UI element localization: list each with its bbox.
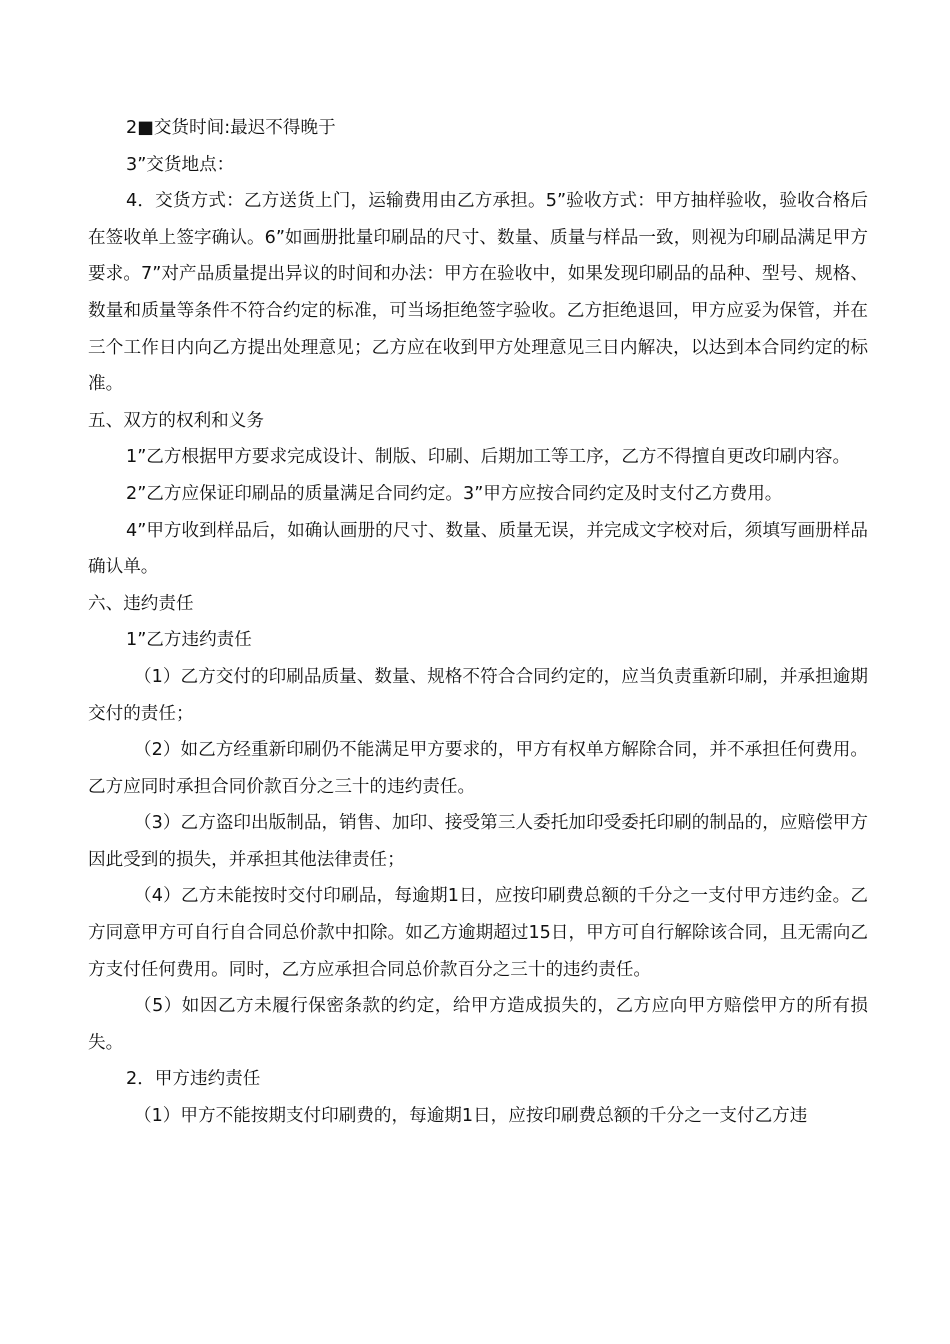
subheading-party-b-liability: 1”乙方违约责任 bbox=[126, 630, 252, 651]
clause-delivery-place: 3”交货地点： bbox=[126, 154, 235, 175]
subheading-party-a-liability: 2．甲方违约责任 bbox=[126, 1069, 261, 1090]
clause-liability-b-3: （3）乙方盗印出版制品，销售、加印、接受第三人委托加印受委托印刷的制品的，应赔偿甲方因此受到的损失，并承担其他法律责任； bbox=[88, 813, 868, 870]
clause-liability-b-5: （5）如因乙方未履行保密条款的约定，给甲方造成损失的，乙方应向甲方赔偿甲方的所有损失。 bbox=[88, 996, 868, 1053]
clause-liability-a-1: （1）甲方不能按期支付印刷费的，每逾期1日，应按印刷费总额的千分之一支付乙方违 bbox=[134, 1106, 808, 1127]
document-body bbox=[88, 110, 868, 1135]
clause-delivery-method: 4．交货方式：乙方送货上门，运输费用由乙方承担。5”验收方式：甲方抽样验收，验收合格后在签收单上签字确认。6”如画册批量印刷品的尺寸、数量、质量与样品一致，则视为印刷品满足甲方要求。7”对产品质量提出异议的时间和办法：甲方在验收中，如果发现印刷品的品种、型号、规格、数量和质量等条件不符合约定的标准，可当场拒绝签字验收。乙方拒绝退回，甲方应妥为保管，并在三个工作日内向乙方提出处理意见；乙方应在收到甲方处理意见三日内解决，以达到本合同约定的标准。 bbox=[88, 191, 868, 395]
clause-liability-b-4: （4）乙方未能按时交付印刷品，每逾期1日，应按印刷费总额的千分之一支付甲方违约金。乙方同意甲方可自行自合同总价款中扣除。如乙方逾期超过15日，甲方可自行解除该合同，且无需向乙方支付任何费用。同时，乙方应承担合同总价款百分之三十的违约责任。 bbox=[88, 886, 868, 980]
clause-rights-4: 4”甲方收到样品后，如确认画册的尺寸、数量、质量无误，并完成文字校对后，须填写画册样品确认单。 bbox=[88, 520, 868, 578]
clause-liability-b-1: （1）乙方交付的印刷品质量、数量、规格不符合合同约定的，应当负责重新印刷，并承担逾期交付的责任； bbox=[88, 666, 868, 724]
clause-rights-1: 1”乙方根据甲方要求完成设计、制版、印刷、后期加工等工序，乙方不得擅自更改印刷内容。 bbox=[126, 447, 851, 468]
section-heading-liability: 六、违约责任 bbox=[88, 593, 194, 614]
clause-liability-b-2: （2）如乙方经重新印刷仍不能满足甲方要求的，甲方有权单方解除合同，并不承担任何费用。乙方应同时承担合同价款百分之三十的违约责任。 bbox=[88, 740, 868, 797]
clause-rights-2-3: 2”乙方应保证印刷品的质量满足合同约定。3”甲方应按合同约定及时支付乙方费用。 bbox=[126, 483, 783, 504]
clause-delivery-time: 2■交货时间:最迟不得晚于 bbox=[126, 118, 336, 138]
section-heading-rights: 五、双方的权利和义务 bbox=[88, 410, 264, 431]
